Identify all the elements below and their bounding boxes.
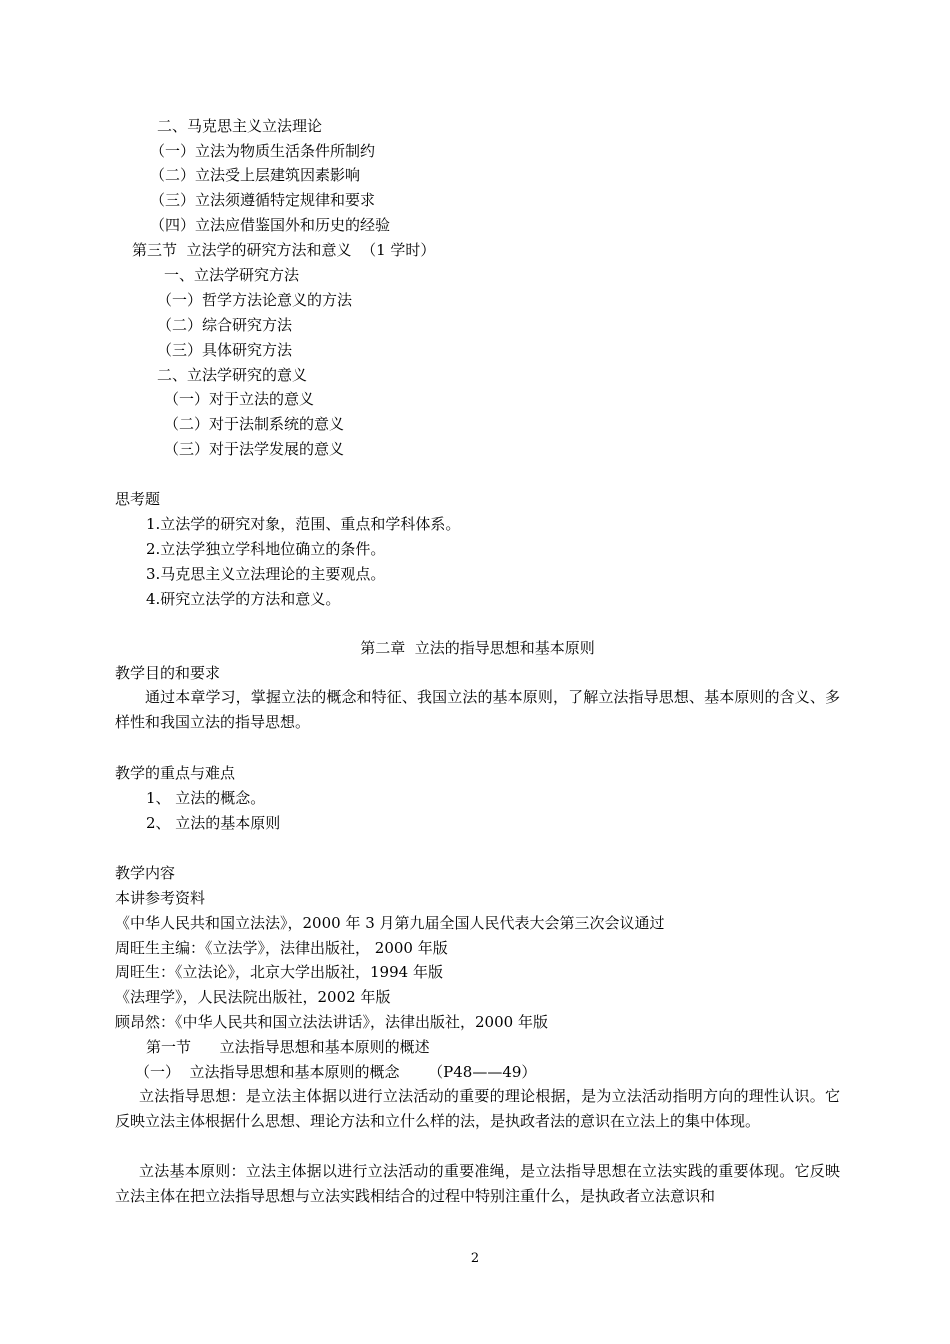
ref-item: 《中华人民共和国立法法》，2000 年 3 月第九届全国人民代表大会第三次会议通过	[115, 914, 665, 932]
outline-line: （一）立法为物质生活条件所制约	[150, 142, 376, 160]
ref-item: 《法理学》，人民法院出版社，2002 年版	[115, 988, 391, 1006]
outline-line: （二）立法受上层建筑因素影响	[150, 166, 361, 184]
section-title: 第一节 立法指导思想和基本原则的概述	[146, 1038, 430, 1056]
ref-item: 顾昂然：《中华人民共和国立法法讲话》，法律出版社，2000 年版	[115, 1013, 548, 1031]
paragraph-guiding-thought: 立法指导思想：是立法主体据以进行立法活动的重要的理论根据，是为立法活动指明方向的理性认识。它反映立法主体根据什么思想、理论方法和立什么样的法，是执政者法的意识在立法上的集中体现。	[115, 1087, 840, 1130]
refs-heading: 本讲参考资料	[115, 889, 206, 907]
key-item: 2、 立法的基本原则	[146, 814, 281, 832]
content-heading: 教学内容	[115, 864, 176, 882]
objectives-heading: 教学目的和要求	[115, 664, 221, 682]
subsection-title: （一） 立法指导思想和基本原则的概念 （P48——49）	[135, 1063, 537, 1081]
outline-line: 二、马克思主义立法理论	[157, 117, 323, 135]
ref-item: 周旺生主编：《立法学》，法律出版社， 2000 年版	[115, 939, 448, 957]
outline-line: （四）立法应借鉴国外和历史的经验	[150, 216, 391, 234]
key-heading: 教学的重点与难点	[115, 764, 236, 782]
outline-line: （二）综合研究方法	[157, 316, 293, 334]
section-heading: 第三节 立法学的研究方法和意义 （1 学时）	[132, 241, 436, 259]
key-item: 1、 立法的概念。	[146, 789, 266, 807]
outline-line: 一、立法学研究方法	[164, 266, 300, 284]
objectives-text: 通过本章学习，掌握立法的概念和特征、我国立法的基本原则，了解立法指导思想、基本原则的含义、多样性和我国立法的指导思想。	[115, 688, 840, 731]
ref-item: 周旺生：《立法论》，北京大学出版社，1994 年版	[115, 963, 443, 981]
outline-line: 二、立法学研究的意义	[157, 366, 308, 384]
page-number: 2	[470, 1251, 480, 1266]
outline-line: （三）具体研究方法	[157, 341, 293, 359]
paragraph-basic-principle: 立法基本原则：立法主体据以进行立法活动的重要准绳，是立法指导思想在立法实践的重要体现。它反映立法主体在把立法指导思想与立法实践相结合的过程中特别注重什么，是执政者立法意识和	[115, 1162, 840, 1205]
question-item: 1.立法学的研究对象，范围、重点和学科体系。	[146, 515, 461, 533]
outline-line: （三）立法须遵循特定规律和要求	[150, 191, 376, 209]
question-item: 2.立法学独立学科地位确立的条件。	[146, 540, 386, 558]
outline-line: （一）哲学方法论意义的方法	[157, 291, 353, 309]
questions-heading: 思考题	[115, 490, 161, 508]
chapter-title: 第二章 立法的指导思想和基本原则	[360, 639, 595, 657]
question-item: 3.马克思主义立法理论的主要观点。	[146, 565, 386, 583]
question-item: 4.研究立法学的方法和意义。	[146, 590, 341, 608]
outline-line: （三）对于法学发展的意义	[164, 440, 345, 458]
outline-line: （一）对于立法的意义	[164, 390, 315, 408]
outline-line: （二）对于法制系统的意义	[164, 415, 345, 433]
